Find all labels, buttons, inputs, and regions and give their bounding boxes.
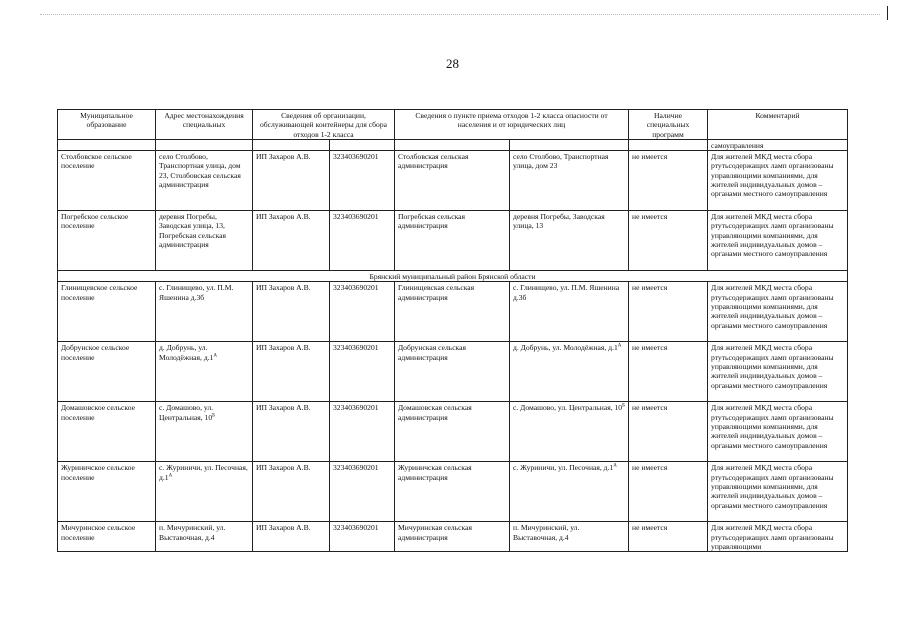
cell-municipality: Домашовское сельское поселение xyxy=(58,402,156,462)
scan-artifact-dots xyxy=(40,14,880,17)
cell-point-address xyxy=(510,342,629,402)
cell-municipality: Столбовское сельское поселение xyxy=(58,151,156,211)
address-superscript: А xyxy=(213,353,218,359)
table-row xyxy=(58,211,848,271)
region-title: Брянский муниципальный район Брянской области xyxy=(58,271,848,282)
cell-programs: не имеется xyxy=(629,151,708,211)
cell-municipality: Погребское сельское поселение xyxy=(58,211,156,271)
cell-comment: Для жителей МКД места сбора ртутьсодержащих ламп организованы управляющими компаниями, для жителей индивидуальных домов – органами местного самоуправления xyxy=(708,342,848,402)
address-text: д. Добрунь, ул. Молодёжная, д.1 xyxy=(159,343,214,362)
point-address-text: д. Добрунь, ул. Молодёжная, д.1 xyxy=(513,343,618,353)
cell-point-name: Столбовская сельская администрация xyxy=(395,151,510,211)
cell-organization: ИП Захаров А.В. xyxy=(253,462,330,522)
address-superscript: Б xyxy=(212,413,216,419)
continuation-row xyxy=(58,139,848,150)
cell-inn: 323403690201 xyxy=(330,342,395,402)
cell-address xyxy=(156,462,253,522)
cell-organization: ИП Захаров А.В. xyxy=(253,402,330,462)
cell-inn: 323403690201 xyxy=(330,522,395,552)
cell-inn: 323403690201 xyxy=(330,151,395,211)
cell-organization: ИП Захаров А.В. xyxy=(253,342,330,402)
cell-point-name: Мичуринская сельская администрация xyxy=(395,522,510,552)
cell-comment: Для жителей МКД места сбора ртутьсодержащих ламп организованы управляющими компаниями, для жителей индивидуальных домов – органами местного самоуправления xyxy=(708,211,848,271)
cell-comment: Для жителей МКД места сбора ртутьсодержащих ламп организованы управляющими компаниями, для жителей индивидуальных домов – органами местного самоуправления xyxy=(708,282,848,342)
cell-municipality: Журиничское сельское поселение xyxy=(58,462,156,522)
table-row xyxy=(58,342,848,402)
table-row xyxy=(58,462,848,522)
page-number: 28 xyxy=(446,56,459,71)
cell-inn: 323403690201 xyxy=(330,282,395,342)
cell-point-name: Журиничская сельская администрация xyxy=(395,462,510,522)
point-address-superscript: Б xyxy=(622,403,625,409)
cell-point-address: село Столбово, Транспортная улица, дом 23 xyxy=(510,151,629,211)
cell-organization: ИП Захаров А.В. xyxy=(253,211,330,271)
header-comment: Комментарий xyxy=(708,110,848,140)
cell-point-name: Погребская сельская администрация xyxy=(395,211,510,271)
cell-address: село Столбово, Транспортная улица, дом 23, Столбовская сельская администрация xyxy=(156,151,253,211)
cell-programs: не имеется xyxy=(629,402,708,462)
continuation-comment: самоуправления xyxy=(708,139,848,150)
address-text: с. Журиничи, ул. Песочная, д.1 xyxy=(159,463,248,482)
table-row xyxy=(58,402,848,462)
cell-inn: 323403690201 xyxy=(330,462,395,522)
cell-programs: не имеется xyxy=(629,522,708,552)
table-row xyxy=(58,151,848,211)
point-address-superscript: А xyxy=(617,343,622,349)
cell-comment: Для жителей МКД места сбора ртутьсодержащих ламп организованы управляющими компаниями, для жителей индивидуальных домов – органами местного самоуправления xyxy=(708,402,848,462)
cell-municipality: Мичуринское сельское поселение xyxy=(58,522,156,552)
cell-comment: Для жителей МКД места сбора ртутьсодержащих ламп организованы управляющими xyxy=(708,522,848,552)
header-municipality: Муниципальное образование xyxy=(58,110,156,140)
cell-point-address xyxy=(510,402,629,462)
table-row xyxy=(58,282,848,342)
cell-organization: ИП Захаров А.В. xyxy=(253,522,330,552)
cell-point-address: деревня Погребы, Заводская улица, 13 xyxy=(510,211,629,271)
cell-point-name: Добрунская сельская администрация xyxy=(395,342,510,402)
cell-point-address xyxy=(510,462,629,522)
cell-inn: 323403690201 xyxy=(330,211,395,271)
cell-inn: 323403690201 xyxy=(330,402,395,462)
cell-address: п. Мичуринский, ул. Выставочная, д.4 xyxy=(156,522,253,552)
cell-point-address: п. Мичуринский, ул. Выставочная, д.4 xyxy=(510,522,629,552)
waste-collection-table xyxy=(57,109,848,552)
table-row xyxy=(58,522,848,552)
cell-address: деревня Погребы, Заводская улица, 13, Погребская сельская администрация xyxy=(156,211,253,271)
cell-municipality: Добрунское сельское поселение xyxy=(58,342,156,402)
region-row xyxy=(58,271,848,282)
cell-address xyxy=(156,342,253,402)
point-address-superscript: А xyxy=(613,463,617,469)
cell-point-name: Глинищевская сельская администрация xyxy=(395,282,510,342)
cell-comment: Для жителей МКД места сбора ртутьсодержащих ламп организованы управляющими компаниями, для жителей индивидуальных домов – органами местного самоуправления xyxy=(708,151,848,211)
table-header-row xyxy=(58,110,848,140)
address-superscript: А xyxy=(168,473,173,479)
cell-programs: не имеется xyxy=(629,282,708,342)
cell-programs: не имеется xyxy=(629,211,708,271)
cell-address xyxy=(156,402,253,462)
header-address: Адрес местонахождения специальных xyxy=(156,110,253,140)
cell-programs: не имеется xyxy=(629,462,708,522)
cell-comment: Для жителей МКД места сбора ртутьсодержащих ламп организованы управляющими компаниями, для жителей индивидуальных домов – органами местного самоуправления xyxy=(708,462,848,522)
cell-organization: ИП Захаров А.В. xyxy=(253,151,330,211)
cell-programs: не имеется xyxy=(629,342,708,402)
header-organization: Сведения об организации, обслуживающей контейнеры для сбора отходов 1-2 класса xyxy=(253,110,395,140)
cell-point-name: Домашовская сельская администрация xyxy=(395,402,510,462)
cell-point-address: с. Глинищево, ул. П.М. Яшенина д.3б xyxy=(510,282,629,342)
point-address-text: с. Журиничи, ул. Песочная, д.1 xyxy=(513,463,614,473)
header-programs: Наличие специальных программ xyxy=(629,110,708,140)
cell-organization: ИП Захаров А.В. xyxy=(253,282,330,342)
header-collection-point: Сведения о пункте приема отходов 1-2 класса опасности от населения и от юридических лиц xyxy=(395,110,629,140)
cell-address: с. Глинищево, ул. П.М. Яшенина д.3б xyxy=(156,282,253,342)
scan-artifact-mark xyxy=(887,6,888,20)
address-text: с. Домашово, ул. Центральная, 10 xyxy=(159,403,214,422)
cell-municipality: Глинищевское сельское поселение xyxy=(58,282,156,342)
point-address-text: с. Домашово, ул. Центральная, 10 xyxy=(513,403,623,413)
